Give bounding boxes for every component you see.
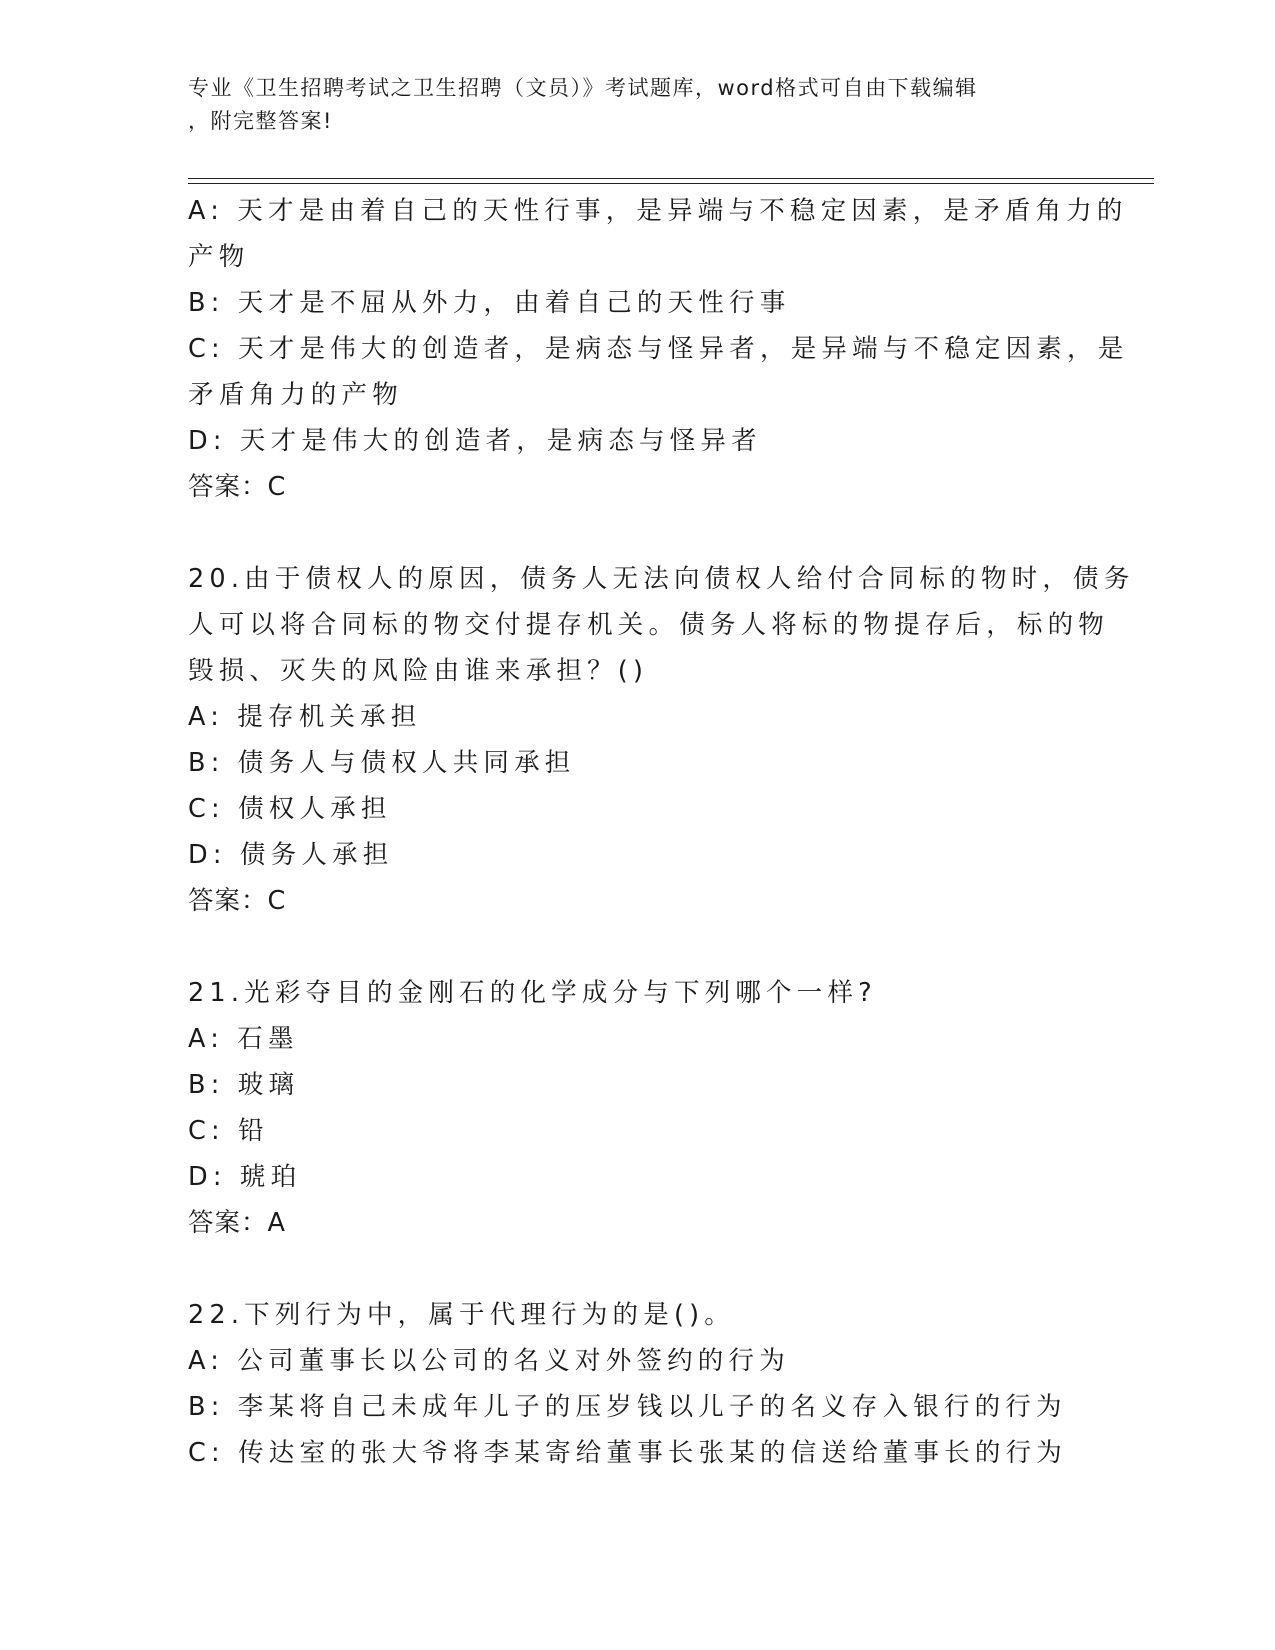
q20-answer: 答案：C (188, 886, 287, 916)
header-divider-bottom (188, 183, 1154, 184)
q20-stem-line-1: 20.由于债权人的原因，债务人无法向债权人给付合同标的物时，债务 (188, 564, 1135, 594)
question-21 (188, 970, 1088, 1246)
q21-stem: 21.光彩夺目的金刚石的化学成分与下列哪个一样? (188, 978, 877, 1008)
question-22 (188, 1292, 1088, 1476)
q19-option-c-line-1: C: 天才是伟大的创造者，是病态与怪异者，是异端与不稳定因素，是 (188, 334, 1129, 364)
q19-option-d: D: 天才是伟大的创造者，是病态与怪异者 (188, 426, 762, 456)
q22-option-c: C: 传达室的张大爷将李某寄给董事长张某的信送给董事长的行为 (188, 1438, 1068, 1468)
q21-option-d: D: 琥珀 (188, 1162, 302, 1192)
q21-option-b: B: 玻璃 (188, 1070, 300, 1100)
q19-answer: 答案：C (188, 472, 287, 502)
question-list (188, 188, 1135, 1476)
question-20 (188, 556, 1135, 924)
q19-option-b: B: 天才是不屈从外力，由着自己的天性行事 (188, 288, 791, 318)
spacer (188, 924, 1088, 970)
q21-option-c: C: 铅 (188, 1116, 269, 1146)
q19-option-c-line-2: 矛盾角力的产物 (188, 380, 403, 410)
q20-stem-line-3: 毁损、灭失的风险由谁来承担？() (188, 656, 649, 686)
q20-option-c: C: 债权人承担 (188, 794, 392, 824)
q19-option-a-line-1: A: 天才是由着自己的天性行事，是异端与不稳定因素，是矛盾角力的 (188, 196, 1128, 226)
q21-option-a: A: 石墨 (188, 1024, 299, 1054)
q20-stem-line-2: 人可以将合同标的物交付提存机关。债务人将标的物提存后，标的物 (188, 610, 1110, 640)
q20-option-d: D: 债务人承担 (188, 840, 394, 870)
q22-option-a: A: 公司董事长以公司的名义对外签约的行为 (188, 1346, 790, 1376)
header-line-1: 专业《卫生招聘考试之卫生招聘（文员）》考试题库，word格式可自由下载编辑 (188, 76, 978, 100)
question-19 (188, 188, 1129, 510)
q20-option-a: A: 提存机关承担 (188, 702, 422, 732)
q19-option-a-line-2: 产物 (188, 242, 250, 272)
header-divider-top (188, 178, 1154, 179)
spacer (188, 1246, 1088, 1292)
q22-stem: 22.下列行为中，属于代理行为的是()。 (188, 1300, 735, 1330)
document-header (188, 72, 1068, 138)
q20-option-b: B: 债务人与债权人共同承担 (188, 748, 576, 778)
q21-answer: 答案：A (188, 1208, 286, 1238)
header-line-2: ，附完整答案! (188, 109, 333, 133)
spacer (188, 510, 1088, 556)
q22-option-b: B: 李某将自己未成年儿子的压岁钱以儿子的名义存入银行的行为 (188, 1392, 1067, 1422)
